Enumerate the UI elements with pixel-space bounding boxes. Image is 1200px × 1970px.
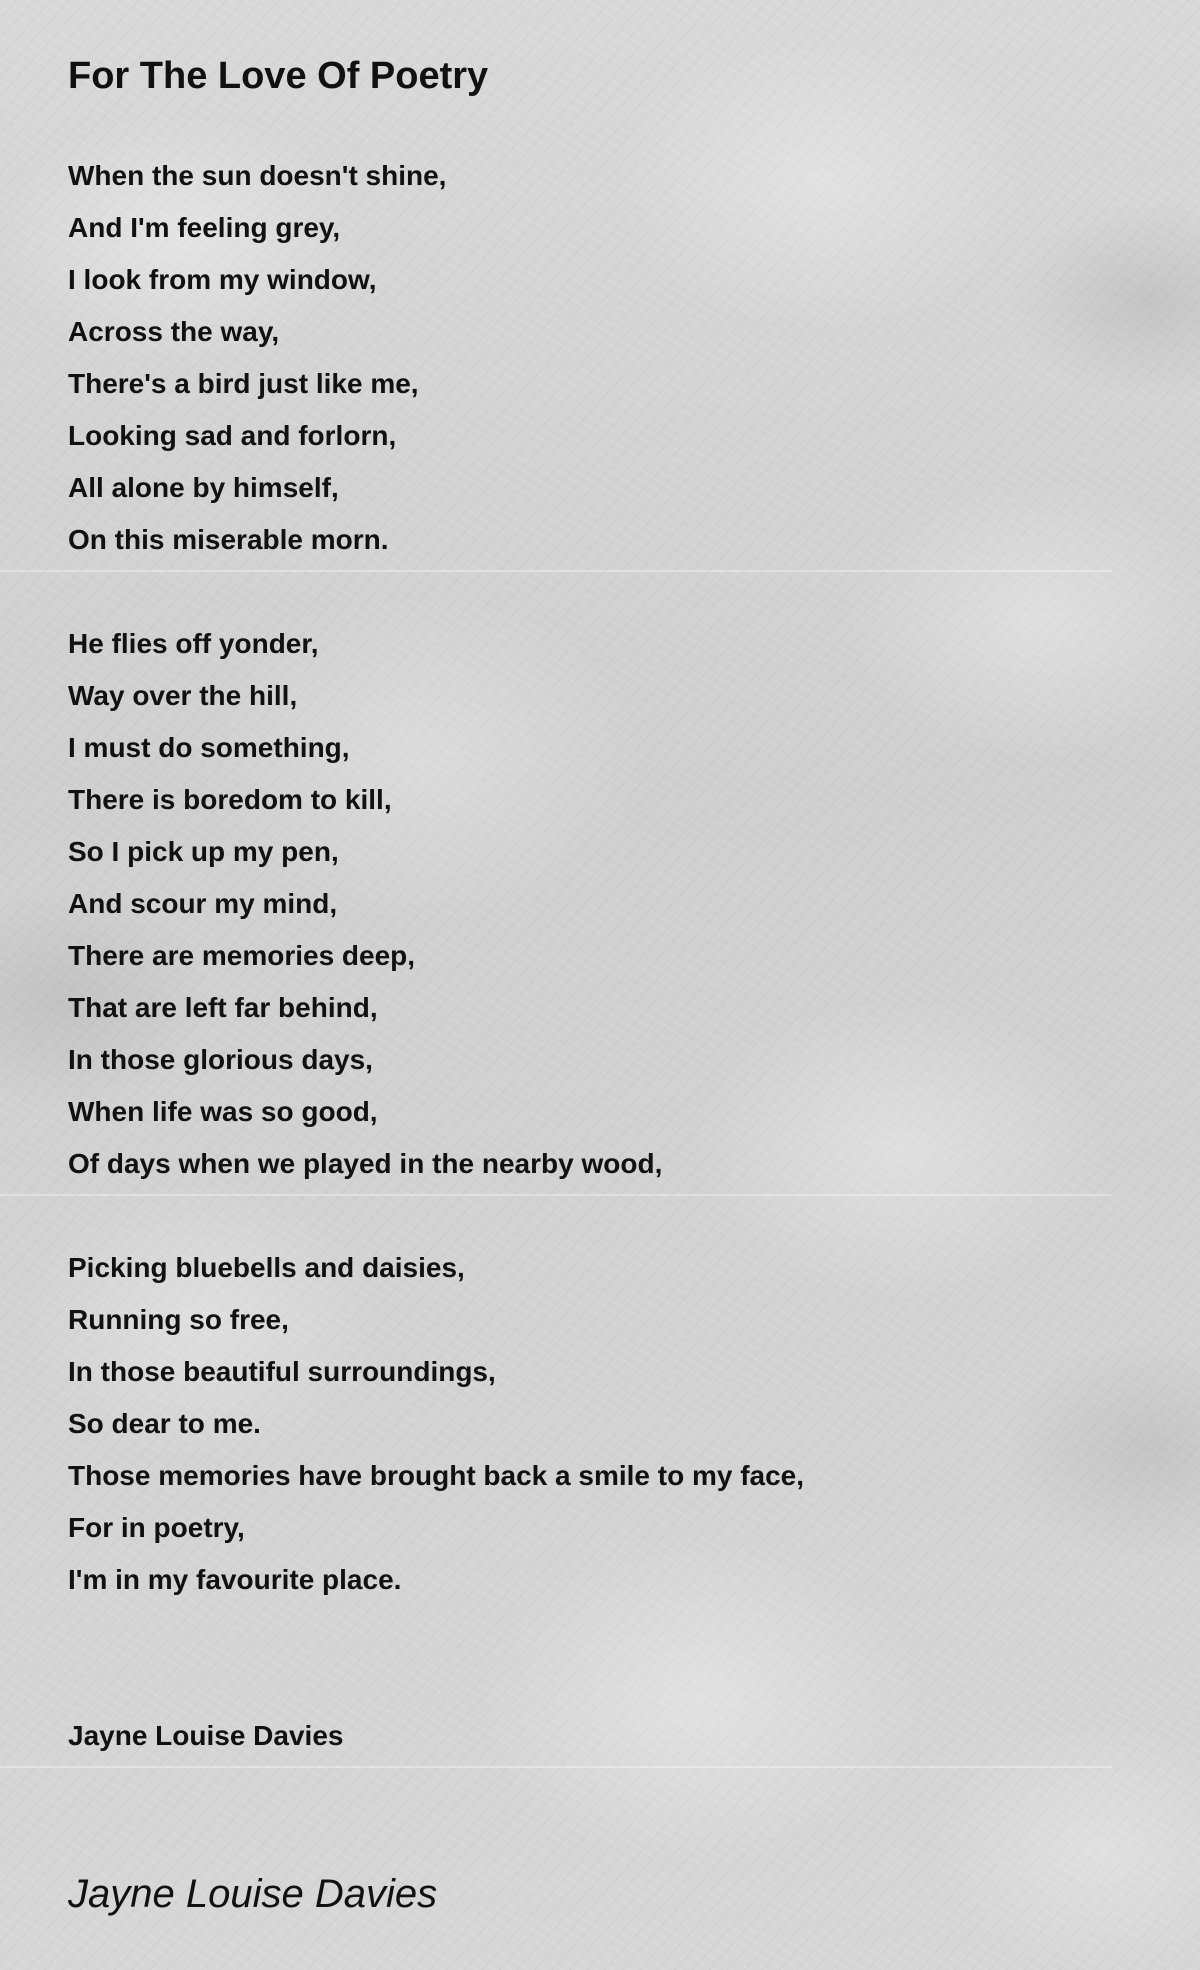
poem-line: For in poetry, — [68, 1512, 245, 1543]
poem-line: I look from my window, — [68, 264, 377, 295]
poem-line: In those beautiful surroundings, — [68, 1356, 496, 1387]
poem-line: I must do something, — [68, 732, 350, 763]
poem-line: So dear to me. — [68, 1408, 261, 1439]
stanza-1 — [68, 150, 1128, 566]
poem-title: For The Love Of Poetry — [68, 55, 489, 97]
poem-line: I'm in my favourite place. — [68, 1564, 402, 1595]
poem-line: Those memories have brought back a smile to my face, — [68, 1460, 805, 1491]
poem-line: Running so free, — [68, 1304, 289, 1335]
stanza-3 — [68, 1242, 1128, 1606]
poem-line: There is boredom to kill, — [68, 784, 392, 815]
poem-line: Looking sad and forlorn, — [68, 420, 397, 451]
poem-line: When life was so good, — [68, 1096, 378, 1127]
poem-line: Across the way, — [68, 316, 280, 347]
poem-line: And scour my mind, — [68, 888, 338, 919]
poem-line: So I pick up my pen, — [68, 836, 339, 867]
poem-line: Of days when we played in the nearby wood, — [68, 1148, 663, 1179]
poem-author: Jayne Louise Davies — [68, 1720, 344, 1751]
poem-line: There's a bird just like me, — [68, 368, 419, 399]
poem-line: When the sun doesn't shine, — [68, 160, 447, 191]
poem-line: Way over the hill, — [68, 680, 298, 711]
poem-body — [68, 150, 1128, 1658]
poem-line: There are memories deep, — [68, 940, 416, 971]
poem-line: And I'm feeling grey, — [68, 212, 341, 243]
poem-line: Picking bluebells and daisies, — [68, 1252, 465, 1283]
poem-line: In those glorious days, — [68, 1044, 373, 1075]
poem-line: On this miserable morn. — [68, 524, 389, 555]
poem-line: He flies off yonder, — [68, 628, 319, 659]
background-seam — [0, 1766, 1112, 1768]
stanza-2 — [68, 618, 1128, 1190]
poem-line: All alone by himself, — [68, 472, 339, 503]
author-signature: Jayne Louise Davies — [68, 1872, 438, 1916]
poem-line: That are left far behind, — [68, 992, 378, 1023]
